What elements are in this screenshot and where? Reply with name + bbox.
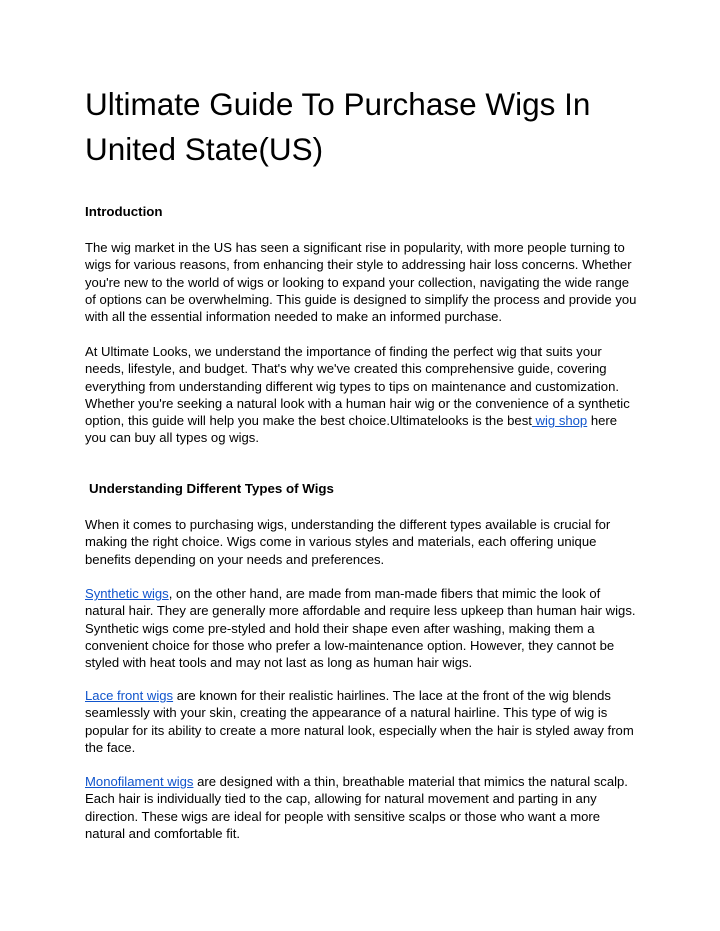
introduction-heading: Introduction — [85, 204, 163, 219]
intro-paragraph-2 — [85, 343, 641, 447]
intro-paragraph-2-text: At Ultimate Looks, we understand the importance of finding the perfect wig that suits your needs, lifestyle, and budget. That's why we've created this comprehensive guide, covering everything from understanding different wig types to tips on maintenance and customization. Whether you're seeking a natural look with a human hair wig or the convenience of a synthetic option, this guide will help you make the best choice.Ultimatelooks is the best — [85, 344, 630, 429]
synthetic-wigs-text: , on the other hand, are made from man-made fibers that mimic the look of natural hair. They are generally more affordable and require less upkeep than human hair wigs. Synthetic wigs come pre-styled and hold their shape even after washing, making them a convenient choice for those who prefer a low-maintenance option. However, they cannot be styled with heat tools and may not last as long as human hair wigs. — [85, 586, 636, 671]
intro-paragraph-2-tail: here you can buy all types og wigs. — [85, 413, 618, 446]
monofilament-wigs-paragraph — [85, 773, 641, 842]
synthetic-wigs-paragraph — [85, 585, 641, 671]
types-intro-paragraph: When it comes to purchasing wigs, understanding the different types available is crucial for making the right choice. Wigs come in various styles and materials, each offering unique benefits depending on your needs and preferences. — [85, 517, 611, 567]
synthetic-wigs-link[interactable]: Synthetic wigs — [85, 586, 169, 601]
monofilament-wigs-link[interactable]: Monofilament wigs — [85, 774, 194, 789]
monofilament-wigs-text: are designed with a thin, breathable material that mimics the natural scalp. Each hair is individually tied to the cap, allowing for natural movement and parting in any direction. These wigs are ideal for people with sensitive scalps or those who want a more natural and comfortable fit. — [85, 774, 628, 841]
lace-front-wigs-link[interactable]: Lace front wigs — [85, 688, 174, 703]
lace-front-wigs-paragraph — [85, 687, 641, 756]
lace-front-wigs-text: are known for their realistic hairlines. The lace at the front of the wig blends seamlessly with your skin, creating the appearance of a natural hairline. This type of wig is popular for its ability to create a more natural look, especially when the hair is styled away from the face. — [85, 688, 634, 755]
page-title: Ultimate Guide To Purchase Wigs In United State(US) — [85, 86, 591, 167]
intro-paragraph-1: The wig market in the US has seen a significant rise in popularity, with more people turning to wigs for various reasons, from enhancing their style to addressing hair loss concerns. Whether you're new to the world of wigs or looking to expand your collection, navigating the wide range of options can be overwhelming. This guide is designed to simplify the process and provide you with all the essential information needed to make an informed purchase. — [85, 240, 637, 325]
wig-shop-link[interactable]: wig shop — [531, 413, 588, 429]
types-heading: Understanding Different Types of Wigs — [89, 481, 334, 496]
